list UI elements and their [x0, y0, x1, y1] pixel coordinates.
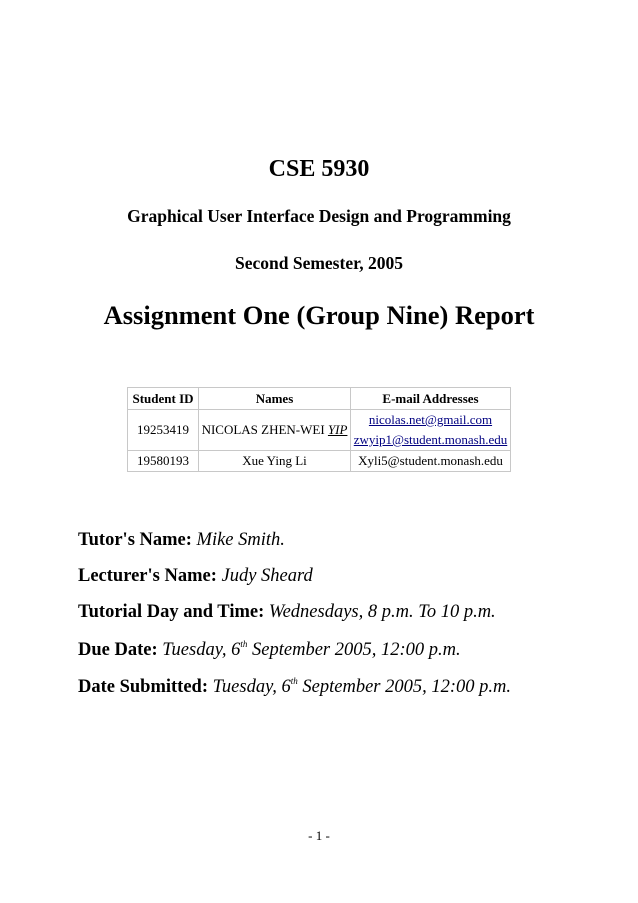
date-submitted-rest: September 2005, 12:00 p.m.: [297, 677, 512, 697]
student-name-cell: Xue Ying Li: [199, 451, 351, 472]
lecturer-label: Lecturer's Name:: [78, 566, 217, 586]
student-email-cell: Xyli5@student.monash.edu: [351, 451, 511, 472]
student-id-cell: 19253419: [128, 410, 199, 451]
due-date-line: [78, 639, 461, 661]
students-table: [127, 387, 511, 472]
date-submitted-line: [78, 676, 511, 698]
tutorial-line: [78, 602, 496, 623]
tutor-value: Mike Smith.: [196, 530, 285, 550]
student-name-cell: [199, 410, 351, 451]
date-submitted-value: [213, 677, 511, 697]
due-date-label: Due Date:: [78, 640, 158, 660]
page-number: - 1 -: [308, 828, 330, 843]
due-date-value: [162, 640, 460, 660]
header-names: Names: [199, 388, 351, 410]
student-email-cell: [351, 410, 511, 451]
due-date-day: Tuesday, 6: [162, 640, 241, 660]
table-row: [128, 451, 511, 472]
header-student-id: Student ID: [128, 388, 199, 410]
due-date-suffix: th: [240, 639, 248, 649]
table-row: [128, 410, 511, 451]
date-submitted-day: Tuesday, 6: [212, 677, 291, 697]
tutorial-label: Tutorial Day and Time:: [78, 602, 265, 622]
lecturer-line: [78, 566, 313, 587]
report-title: Assignment One (Group Nine) Report: [103, 300, 535, 330]
student-id-cell: 19580193: [128, 451, 199, 472]
tutor-label: Tutor's Name:: [78, 530, 192, 550]
header-email-addresses: E-mail Addresses: [351, 388, 511, 410]
student-first-names: NICOLAS ZHEN-WEI: [201, 422, 325, 437]
tutorial-value: Wednesdays, 8 p.m. To 10 p.m.: [268, 602, 496, 622]
due-date-rest: September 2005, 12:00 p.m.: [247, 640, 461, 660]
course-code: CSE 5930: [268, 156, 370, 182]
table-header-row: [128, 388, 511, 410]
date-submitted-suffix: th: [290, 676, 298, 686]
student-surname: YIP: [327, 422, 348, 437]
email-link[interactable]: zwyip1@student.monash.edu: [353, 432, 508, 447]
semester: Second Semester, 2005: [234, 253, 404, 273]
tutor-line: [78, 530, 285, 551]
date-submitted-label: Date Submitted:: [78, 677, 209, 697]
course-name: Graphical User Interface Design and Programming: [127, 206, 511, 226]
lecturer-value: Judy Sheard: [221, 566, 313, 586]
email-link[interactable]: nicolas.net@gmail.com: [368, 412, 493, 427]
